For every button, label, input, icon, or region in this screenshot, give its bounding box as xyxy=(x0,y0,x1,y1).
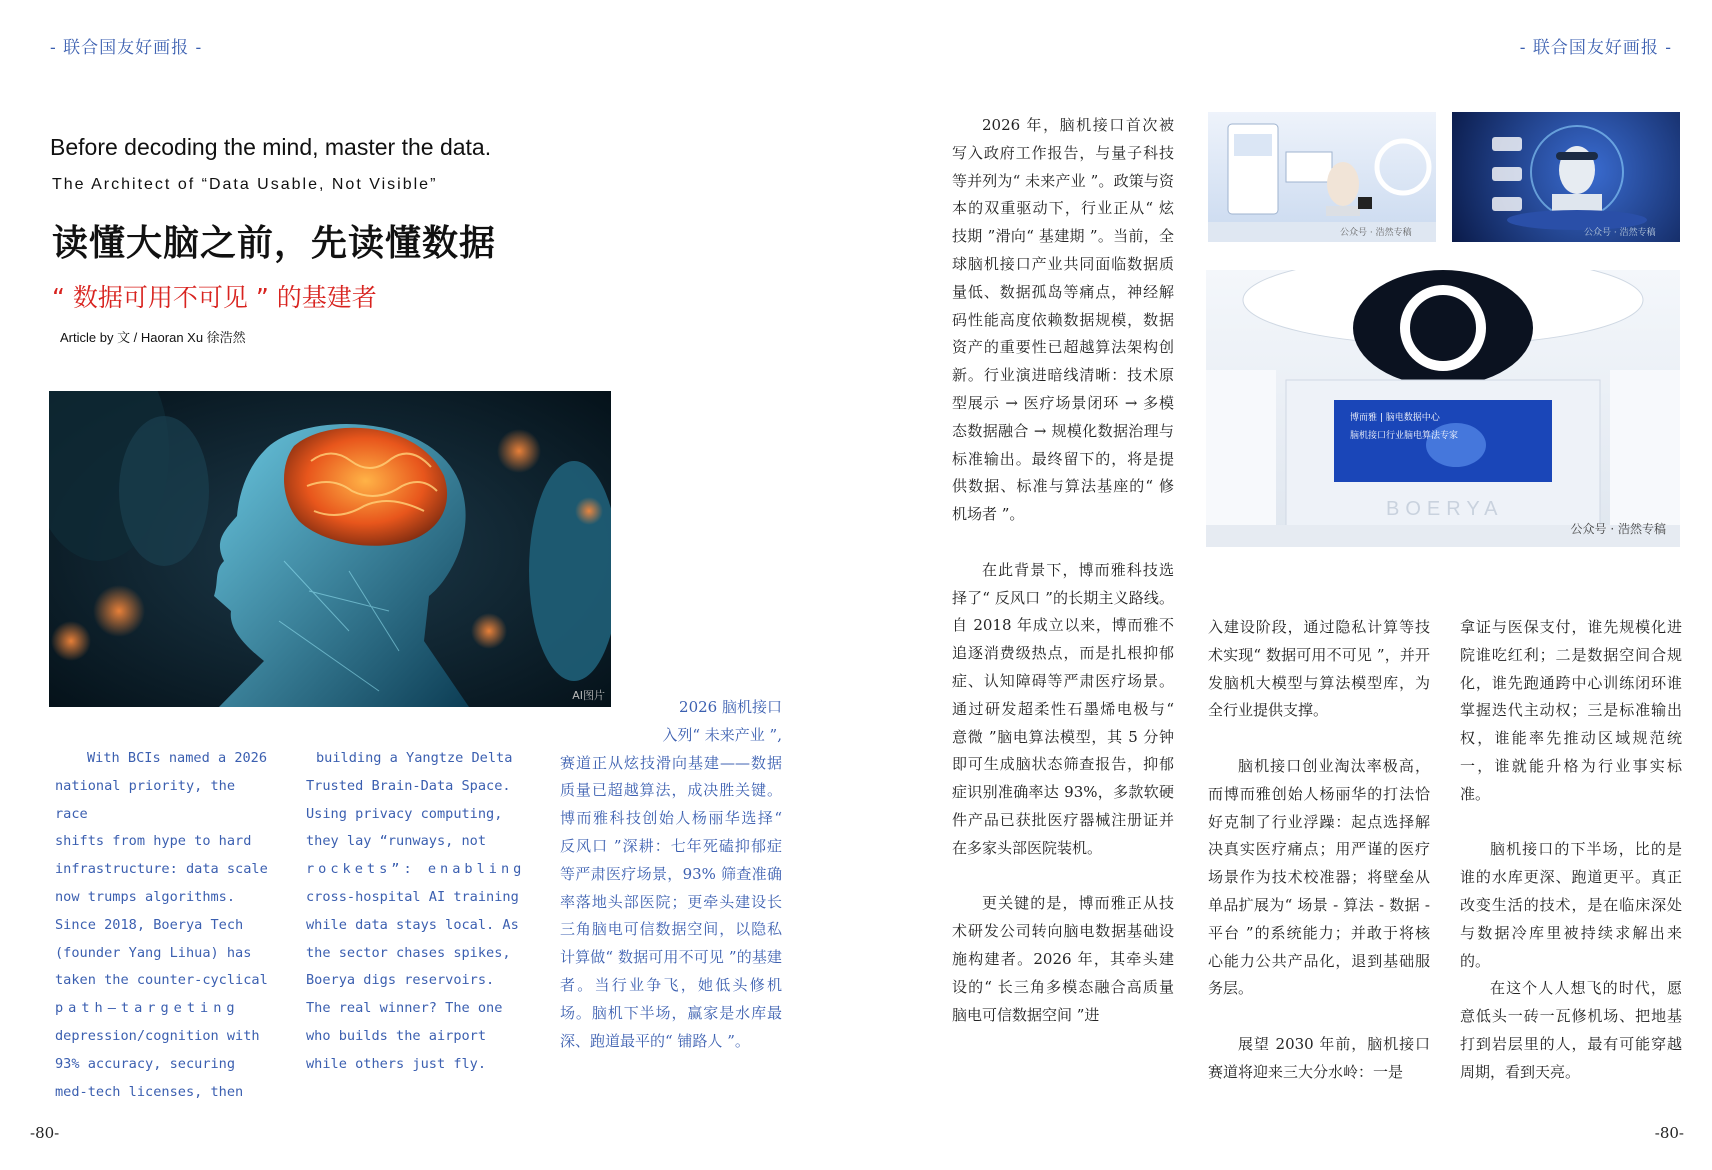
english-col2-line: the sector chases spikes, xyxy=(306,944,511,961)
brand-wall-text: BOERYA xyxy=(1386,498,1504,520)
english-col1-line: Since 2018, Boerya Tech xyxy=(55,916,244,933)
headset-display-illustration xyxy=(1452,112,1680,242)
body-paragraph: 脑机接口的下半场，比的是谁的水库更深、跑道更平。真正改变生活的技术，是在临床深处与数据冷库里被持续求解出来的。 xyxy=(1460,840,1682,970)
english-col2-line: who builds the airport xyxy=(306,1027,487,1044)
photo-caption: 公众号 · 浩然专稿 xyxy=(1340,228,1412,238)
magazine-header-left: - 联合国友好画报 - xyxy=(50,38,203,58)
english-col2-line: while data stays local. As xyxy=(306,916,519,933)
english-col1-line: 93% accuracy, securing xyxy=(55,1055,236,1072)
body-paragraph: 拿证与医保支付，谁先规模化进院谁吃红利；二是数据空间合规化，谁先跑通跨中心训练闭环谁掌握迭代主动权；三是标准输出权，谁能率先推动区域规范统一，谁就能升格为行业事实标准。 xyxy=(1460,618,1682,803)
english-col2-line: Trusted Brain-Data Space. xyxy=(306,777,511,794)
lab-equipment-photo xyxy=(1208,112,1436,242)
body-paragraph: 更关键的是，博而雅正从技术研发公司转向脑电数据基础设施构建者。2026 年，其牵头建设的“ 长三角多模态融合高质量脑电可信数据空间 ”进 xyxy=(952,894,1174,1024)
ai-brain-head-image xyxy=(49,391,611,707)
lab-equipment-illustration xyxy=(1208,112,1436,242)
summary-head-line2: 入列“ 未来产业 ”, xyxy=(662,725,782,744)
summary-body: 赛道正从炫技滑向基建——数据质量已超越算法，成决胜关键。博而雅科技创始人杨丽华选择“ 反风口 ”深耕：七年死磕抑郁症等严肃医疗场景，93% 筛查准确率落地头部医院；更牵头建设长三角脑电可信数据空间，以隐私计算做“ 数据可用不可见 ”的基建者。当行业争飞，她低头修机场。脑机下半场，赢家是水库最深、跑道最平的“ 铺路人 ”。 xyxy=(560,753,782,1050)
english-col2-line: The real winner? The one xyxy=(306,1000,503,1017)
english-subtitle: The Architect of “Data Usable, Not Visible” xyxy=(52,176,438,193)
body-column-1 xyxy=(952,112,1174,1029)
photo-caption: 公众号 · 浩然专稿 xyxy=(1570,522,1666,536)
byline: Article by 文 / Haoran Xu 徐浩然 xyxy=(60,330,246,345)
english-col1-line: med-tech licenses, then xyxy=(55,1083,244,1100)
chinese-summary-col xyxy=(560,694,782,1055)
english-col1-line: shifts from hype to hard xyxy=(55,833,252,850)
english-col1-line: taken the counter-cyclical xyxy=(55,972,268,989)
english-col2-line: rockets”: enabling xyxy=(306,861,526,878)
english-col1-line: depression/cognition with xyxy=(55,1027,260,1044)
english-summary-col2 xyxy=(306,745,536,1079)
english-col2-line: cross-hospital AI training xyxy=(306,888,519,905)
body-paragraph: 在这个人人想飞的时代，愿意低头一砖一瓦修机场、把地基打到岩层里的人，最有可能穿越周期，看到天亮。 xyxy=(1460,979,1682,1081)
screen-text-line2: 脑机接口行业脑电算法专家 xyxy=(1350,431,1459,441)
english-col1-line: now trumps algorithms. xyxy=(55,888,236,905)
english-col1-line: national priority, the race xyxy=(55,777,236,822)
data-center-photo xyxy=(1206,270,1680,547)
body-paragraph: 展望 2030 年前，脑机接口赛道将迎来三大分水岭：一是 xyxy=(1208,1034,1430,1081)
screen-text-line1: 博而雅 | 脑电数据中心 xyxy=(1350,413,1440,423)
english-col2-line: Using privacy computing, xyxy=(306,805,503,822)
page-number-left: -80- xyxy=(30,1124,60,1142)
english-col2-line: they lay “runways, not xyxy=(306,833,487,850)
english-col1-line: path—targeting xyxy=(55,1000,240,1017)
english-col1-line: infrastructure: data scale xyxy=(55,861,268,878)
english-col2-line: while others just fly. xyxy=(306,1055,487,1072)
page-number-right: -80- xyxy=(1654,1124,1684,1142)
summary-head-line1: 2026 脑机接口 xyxy=(679,698,782,716)
photo-caption: 公众号 · 浩然专稿 xyxy=(1584,228,1656,238)
body-paragraph: 脑机接口创业淘汰率极高，而博而雅创始人杨丽华的打法恰好克制了行业浮躁：起点选择解决真实医疗痛点；用严谨的医疗场景作为技术校准器；将壁垒从单品扩展为“ 场景 - 算法 - 数据 - 平台 ”的系统能力；并敢于将核心能力公共产品化，退到基础服务层。 xyxy=(1208,756,1430,998)
english-summary-col1 xyxy=(55,745,275,1106)
chinese-title: 读懂大脑之前，先读懂数据 xyxy=(52,222,497,264)
english-col2-line: building a Yangtze Delta xyxy=(316,750,513,766)
magazine-header-right: - 联合国友好画报 - xyxy=(1519,38,1672,58)
english-col1-line: With BCIs named a 2026 xyxy=(87,750,268,766)
body-column-2 xyxy=(1208,614,1430,1087)
english-col1-line: (founder Yang Lihua) has xyxy=(55,944,252,961)
body-paragraph: 2026 年，脑机接口首次被写入政府工作报告，与量子科技等并列为“ 未来产业 ”。政策与资本的双重驱动下，行业正从“ 炫技期 ”滑向“ 基建期 ”。当前，全球脑机接口产业共同面临数据质量低、数据孤岛等痛点，神经解码性能高度依赖数据规模，数据资产的重要性已超越算法架构创新。行业演进暗线清晰：技术原型展示 → 医疗场景闭环 → 多模态数据融合 → 规模化数据治理与标准输出。最终留下的，将是提供数据、标准与算法基座的“ 修机场者 ”。 xyxy=(952,116,1174,524)
chinese-subtitle: “ 数据可用不可见 ” 的基建者 xyxy=(52,283,377,312)
english-col2-line: Boerya digs reservoirs. xyxy=(306,972,495,989)
ai-image-label: AI图片 xyxy=(572,689,605,702)
headset-display-photo xyxy=(1452,112,1680,242)
body-paragraph: 在此背景下，博而雅科技选择了“ 反风口 ”的长期主义路线。自 2018 年成立以来，博而雅不追逐消费级热点，而是扎根抑郁症、认知障碍等严肃医疗场景。通过研发超柔性石墨烯电极与“ 意微 ”脑电算法模型，其 5 分钟即可生成脑状态筛查报告，抑郁症识别准确率达 93%，多款软硬件产品已获批医疗器械注册证并在多家头部医院装机。 xyxy=(952,560,1174,857)
ai-brain-head-illustration xyxy=(49,391,611,707)
body-column-3 xyxy=(1460,614,1682,1087)
body-paragraph: 入建设阶段，通过隐私计算等技术实现“ 数据可用不可见 ”，并开发脑机大模型与算法模型库，为全行业提供支撑。 xyxy=(1208,618,1430,720)
english-title: Before decoding the mind, master the data. xyxy=(50,134,492,160)
